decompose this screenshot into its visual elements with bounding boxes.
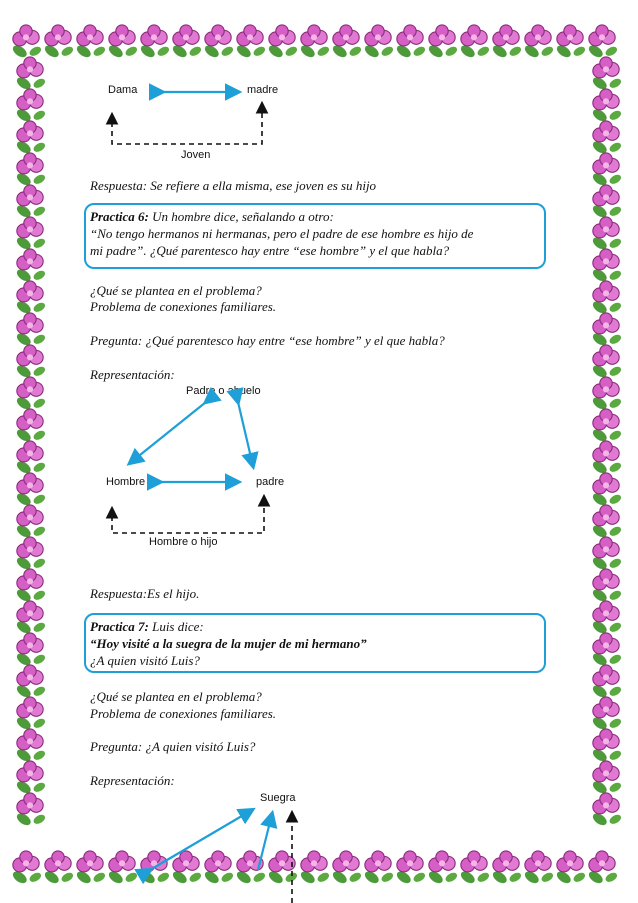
practica-7-title: Practica 7: [90,619,149,634]
practica-7-intro: Luis dice: [148,619,204,634]
answer-7: Problema de conexiones familiares. [90,706,277,721]
respuesta-1: Respuesta: Se refiere a ella misma, ese joven es su hijo [90,178,377,193]
representacion-7: Representación: [90,773,175,788]
diagram2-bottom-label: Hombre o hijo [149,536,218,548]
respuesta-6: Respuesta:Es el hijo. [90,586,200,601]
practica-7-line2: “Hoy visité a la suegra de la mujer de mi hermano” [90,636,367,651]
practica-7-line3: ¿A quien visitó Luis? [90,653,200,668]
diagram2-right-label: padre [256,476,285,488]
answer-6: Problema de conexiones familiares. [90,299,277,314]
diagram1-bottom-label: Joven [181,149,211,161]
practica-6-intro: Un hombre dice, señalando a otro: [148,209,334,224]
diagram1-right-label: madre [247,84,279,96]
diagram2-arrow-right [238,402,253,466]
diagram2-left-label: Hombre [106,476,146,488]
diagram2-top-label: Padre o abuelo [186,385,261,397]
diagram1-left-label: Dama [108,84,138,96]
practica-6-line2: “No tengo hermanos ni hermanas, pero el padre de ese hombre es hijo de [90,226,474,241]
diagram3-top-label: Suegra [260,792,296,804]
diagram3-arrow-right [258,814,272,870]
diagram3-arrow-left [150,810,252,870]
pregunta-7: Pregunta: ¿A quien visitó Luis? [90,739,256,754]
practica-6-line3: mi padre”. ¿Qué parentesco hay entre “ese hombre” y el que habla? [90,243,450,258]
diagram2-arrow-left [130,402,206,463]
pregunta-6: Pregunta: ¿Qué parentesco hay entre “ese hombre” y el que habla? [90,333,445,348]
representacion-6: Representación: [90,367,175,382]
diagram1-dashed-bracket [112,108,262,144]
diagram2-dashed-bracket [112,504,264,533]
question-7: ¿Qué se plantea en el problema? [90,689,262,704]
question-6: ¿Qué se plantea en el problema? [90,283,262,298]
practica-6-title: Practica 6: [90,209,149,224]
